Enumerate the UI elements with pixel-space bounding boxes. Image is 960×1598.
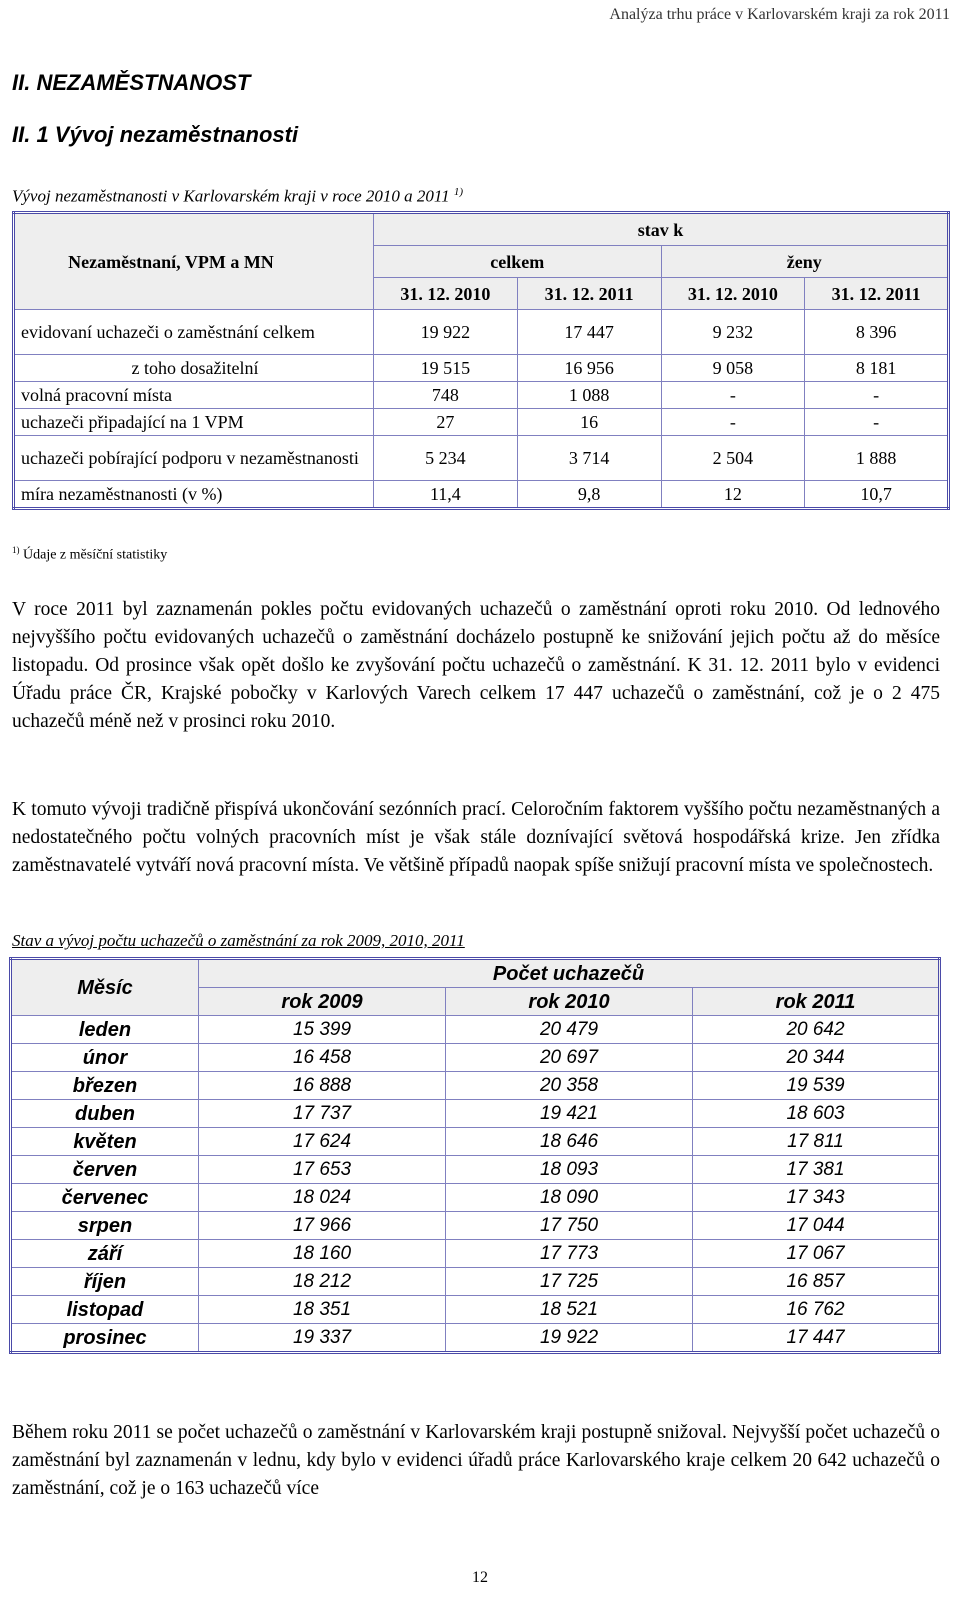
month-label: říjen	[11, 1268, 199, 1296]
section-title: II. 1 Vývoj nezaměstnanosti	[12, 122, 299, 147]
month-label: leden	[11, 1016, 199, 1044]
table1-caption	[12, 186, 463, 207]
cell-value: 748	[374, 382, 518, 409]
row-label: z toho dosažitelní	[14, 355, 374, 382]
cell-value: 19 421	[446, 1100, 693, 1128]
chapter-title: II. NEZAMĚSTNANOST	[12, 70, 251, 95]
cell-value: 17 750	[446, 1212, 693, 1240]
cell-value: 2 504	[661, 436, 805, 481]
cell-value: 16 857	[693, 1268, 940, 1296]
cell-value: 17 653	[199, 1156, 446, 1184]
month-label: červen	[11, 1156, 199, 1184]
table1-caption-ref: 1)	[453, 186, 464, 198]
cell-value: 10,7	[805, 481, 949, 509]
table1-date: 31. 12. 2011	[805, 278, 949, 310]
cell-value: 16 956	[517, 355, 661, 382]
row-label: uchazeči pobírající podporu v nezaměstnanosti	[14, 436, 374, 481]
cell-value: 19 337	[199, 1324, 446, 1353]
cell-value: -	[661, 409, 805, 436]
table2-header-row	[11, 959, 940, 988]
cell-value: 20 642	[693, 1016, 940, 1044]
cell-value: 3 714	[517, 436, 661, 481]
cell-value: 17 447	[517, 310, 661, 355]
cell-value: 1 088	[517, 382, 661, 409]
table1-footnote	[12, 545, 167, 564]
table1-caption-text: Vývoj nezaměstnanosti v Karlovarském kraji v roce 2010 a 2011	[12, 186, 450, 206]
cell-value: 16 888	[199, 1072, 446, 1100]
applicants-table	[9, 957, 941, 1354]
row-label: uchazeči připadající na 1 VPM	[14, 409, 374, 436]
cell-value: 17 381	[693, 1156, 940, 1184]
cell-value: 20 697	[446, 1044, 693, 1072]
footnote-text: Údaje z měsíční statistiky	[23, 547, 168, 563]
cell-value: 17 343	[693, 1184, 940, 1212]
table1-date: 31. 12. 2010	[374, 278, 518, 310]
cell-value: -	[805, 382, 949, 409]
month-label: duben	[11, 1100, 199, 1128]
paragraph-3: Během roku 2011 se počet uchazečů o zaměstnání v Karlovarském kraji postupně snižoval. Nejvyšší počet uchazečů o zaměstnání byl zaznamenán v lednu, kdy bylo v evidenci úřadů práce Karlovarského kraje celkem 20 642 uchazečů o zaměstnání, což je o 163 uchazečů více	[12, 1422, 940, 1499]
year-header: rok 2009	[199, 988, 446, 1016]
page-number: 12	[472, 1569, 488, 1586]
cell-value: 17 067	[693, 1240, 940, 1268]
running-header: Analýza trhu práce v Karlovarském kraji za rok 2011	[609, 6, 950, 23]
month-label: srpen	[11, 1212, 199, 1240]
month-label: květen	[11, 1128, 199, 1156]
cell-value: 20 358	[446, 1072, 693, 1100]
cell-value: 19 922	[374, 310, 518, 355]
cell-value: 11,4	[374, 481, 518, 509]
table-row	[11, 1296, 940, 1324]
cell-value: 16 762	[693, 1296, 940, 1324]
table-row	[14, 382, 949, 409]
paragraph-1: V roce 2011 byl zaznamenán pokles počtu evidovaných uchazečů o zaměstnání oproti roku 2010. Od lednového nejvyššího počtu evidovaných uchazečů o zaměstnání docházelo postupně ke snižování jejich počtu až do měsíce listopadu. Od prosince však opět došlo ke zvyšování počtu uchazečů o zaměstnání. K 31. 12. 2011 bylo v evidenci Úřadu práce ČR, Krajské pobočky v Karlových Varech celkem 17 447 uchazečů o zaměstnání, což je o 2 475 uchazečů méně než v prosinci roku 2010.	[12, 599, 940, 732]
table1-header-stav: stav k	[374, 213, 949, 246]
table-row	[11, 1044, 940, 1072]
table-row	[14, 409, 949, 436]
cell-value: 18 646	[446, 1128, 693, 1156]
cell-value: 17 966	[199, 1212, 446, 1240]
cell-value: 18 093	[446, 1156, 693, 1184]
month-label: červenec	[11, 1184, 199, 1212]
cell-value: -	[661, 382, 805, 409]
year-header: rok 2011	[693, 988, 940, 1016]
cell-value: 1 888	[805, 436, 949, 481]
cell-value: 17 044	[693, 1212, 940, 1240]
month-label: únor	[11, 1044, 199, 1072]
table-row	[14, 481, 949, 509]
month-label: listopad	[11, 1296, 199, 1324]
month-label: prosinec	[11, 1324, 199, 1353]
cell-value: 20 479	[446, 1016, 693, 1044]
cell-value: 18 603	[693, 1100, 940, 1128]
footnote-ref: 1)	[12, 545, 20, 555]
cell-value: 17 737	[199, 1100, 446, 1128]
row-label: míra nezaměstnanosti (v %)	[14, 481, 374, 509]
table1-header-row	[14, 213, 949, 246]
cell-value: 17 624	[199, 1128, 446, 1156]
table2-header-month: Měsíc	[11, 959, 199, 1016]
cell-value: 18 351	[199, 1296, 446, 1324]
table1-date: 31. 12. 2011	[517, 278, 661, 310]
table1-header-celkem: celkem	[374, 246, 662, 278]
cell-value: 19 539	[693, 1072, 940, 1100]
row-label: evidovaní uchazeči o zaměstnání celkem	[14, 310, 374, 355]
cell-value: 15 399	[199, 1016, 446, 1044]
cell-value: 19 922	[446, 1324, 693, 1353]
cell-value: 17 447	[693, 1324, 940, 1353]
cell-value: 17 725	[446, 1268, 693, 1296]
cell-value: 27	[374, 409, 518, 436]
table1-header-left: Nezaměstnaní, VPM a MN	[14, 213, 374, 310]
unemployment-table	[12, 211, 950, 510]
cell-value: 5 234	[374, 436, 518, 481]
cell-value: 18 212	[199, 1268, 446, 1296]
month-label: září	[11, 1240, 199, 1268]
cell-value: 19 515	[374, 355, 518, 382]
cell-value: 9,8	[517, 481, 661, 509]
cell-value: 9 232	[661, 310, 805, 355]
table-row	[11, 1212, 940, 1240]
table1-date: 31. 12. 2010	[661, 278, 805, 310]
table-row	[11, 1128, 940, 1156]
table-row	[11, 1016, 940, 1044]
cell-value: 8 396	[805, 310, 949, 355]
table-row	[14, 355, 949, 382]
year-header: rok 2010	[446, 988, 693, 1016]
table-row	[11, 1268, 940, 1296]
table-row	[14, 310, 949, 355]
cell-value: 17 773	[446, 1240, 693, 1268]
paragraph-2: K tomuto vývoji tradičně přispívá ukončování sezónních prací. Celoročním faktorem vyššího počtu nezaměstnaných a nedostatečného počtu volných pracovních míst je však stále doznívající světová hospodářská krize. Jen zřídka zaměstnavatelé vytváří nová pracovní místa. Ve většině případů naopak spíše snižují pracovní místa ve společnostech.	[12, 799, 940, 876]
table2-caption: Stav a vývoj počtu uchazečů o zaměstnání za rok 2009, 2010, 2011	[12, 931, 465, 950]
cell-value: 12	[661, 481, 805, 509]
cell-value: 18 090	[446, 1184, 693, 1212]
month-label: březen	[11, 1072, 199, 1100]
cell-value: 18 160	[199, 1240, 446, 1268]
table-row	[14, 436, 949, 481]
cell-value: 17 811	[693, 1128, 940, 1156]
table2-header-count: Počet uchazečů	[199, 959, 940, 988]
cell-value: 20 344	[693, 1044, 940, 1072]
cell-value: 18 024	[199, 1184, 446, 1212]
cell-value: 18 521	[446, 1296, 693, 1324]
table-row	[11, 1072, 940, 1100]
table-row	[11, 1324, 940, 1353]
table-row	[11, 1156, 940, 1184]
cell-value: 16 458	[199, 1044, 446, 1072]
cell-value: -	[805, 409, 949, 436]
table-row	[11, 1184, 940, 1212]
table-row	[11, 1240, 940, 1268]
cell-value: 16	[517, 409, 661, 436]
cell-value: 8 181	[805, 355, 949, 382]
table-row	[11, 1100, 940, 1128]
table1-header-zeny: ženy	[661, 246, 949, 278]
row-label: volná pracovní místa	[14, 382, 374, 409]
cell-value: 9 058	[661, 355, 805, 382]
